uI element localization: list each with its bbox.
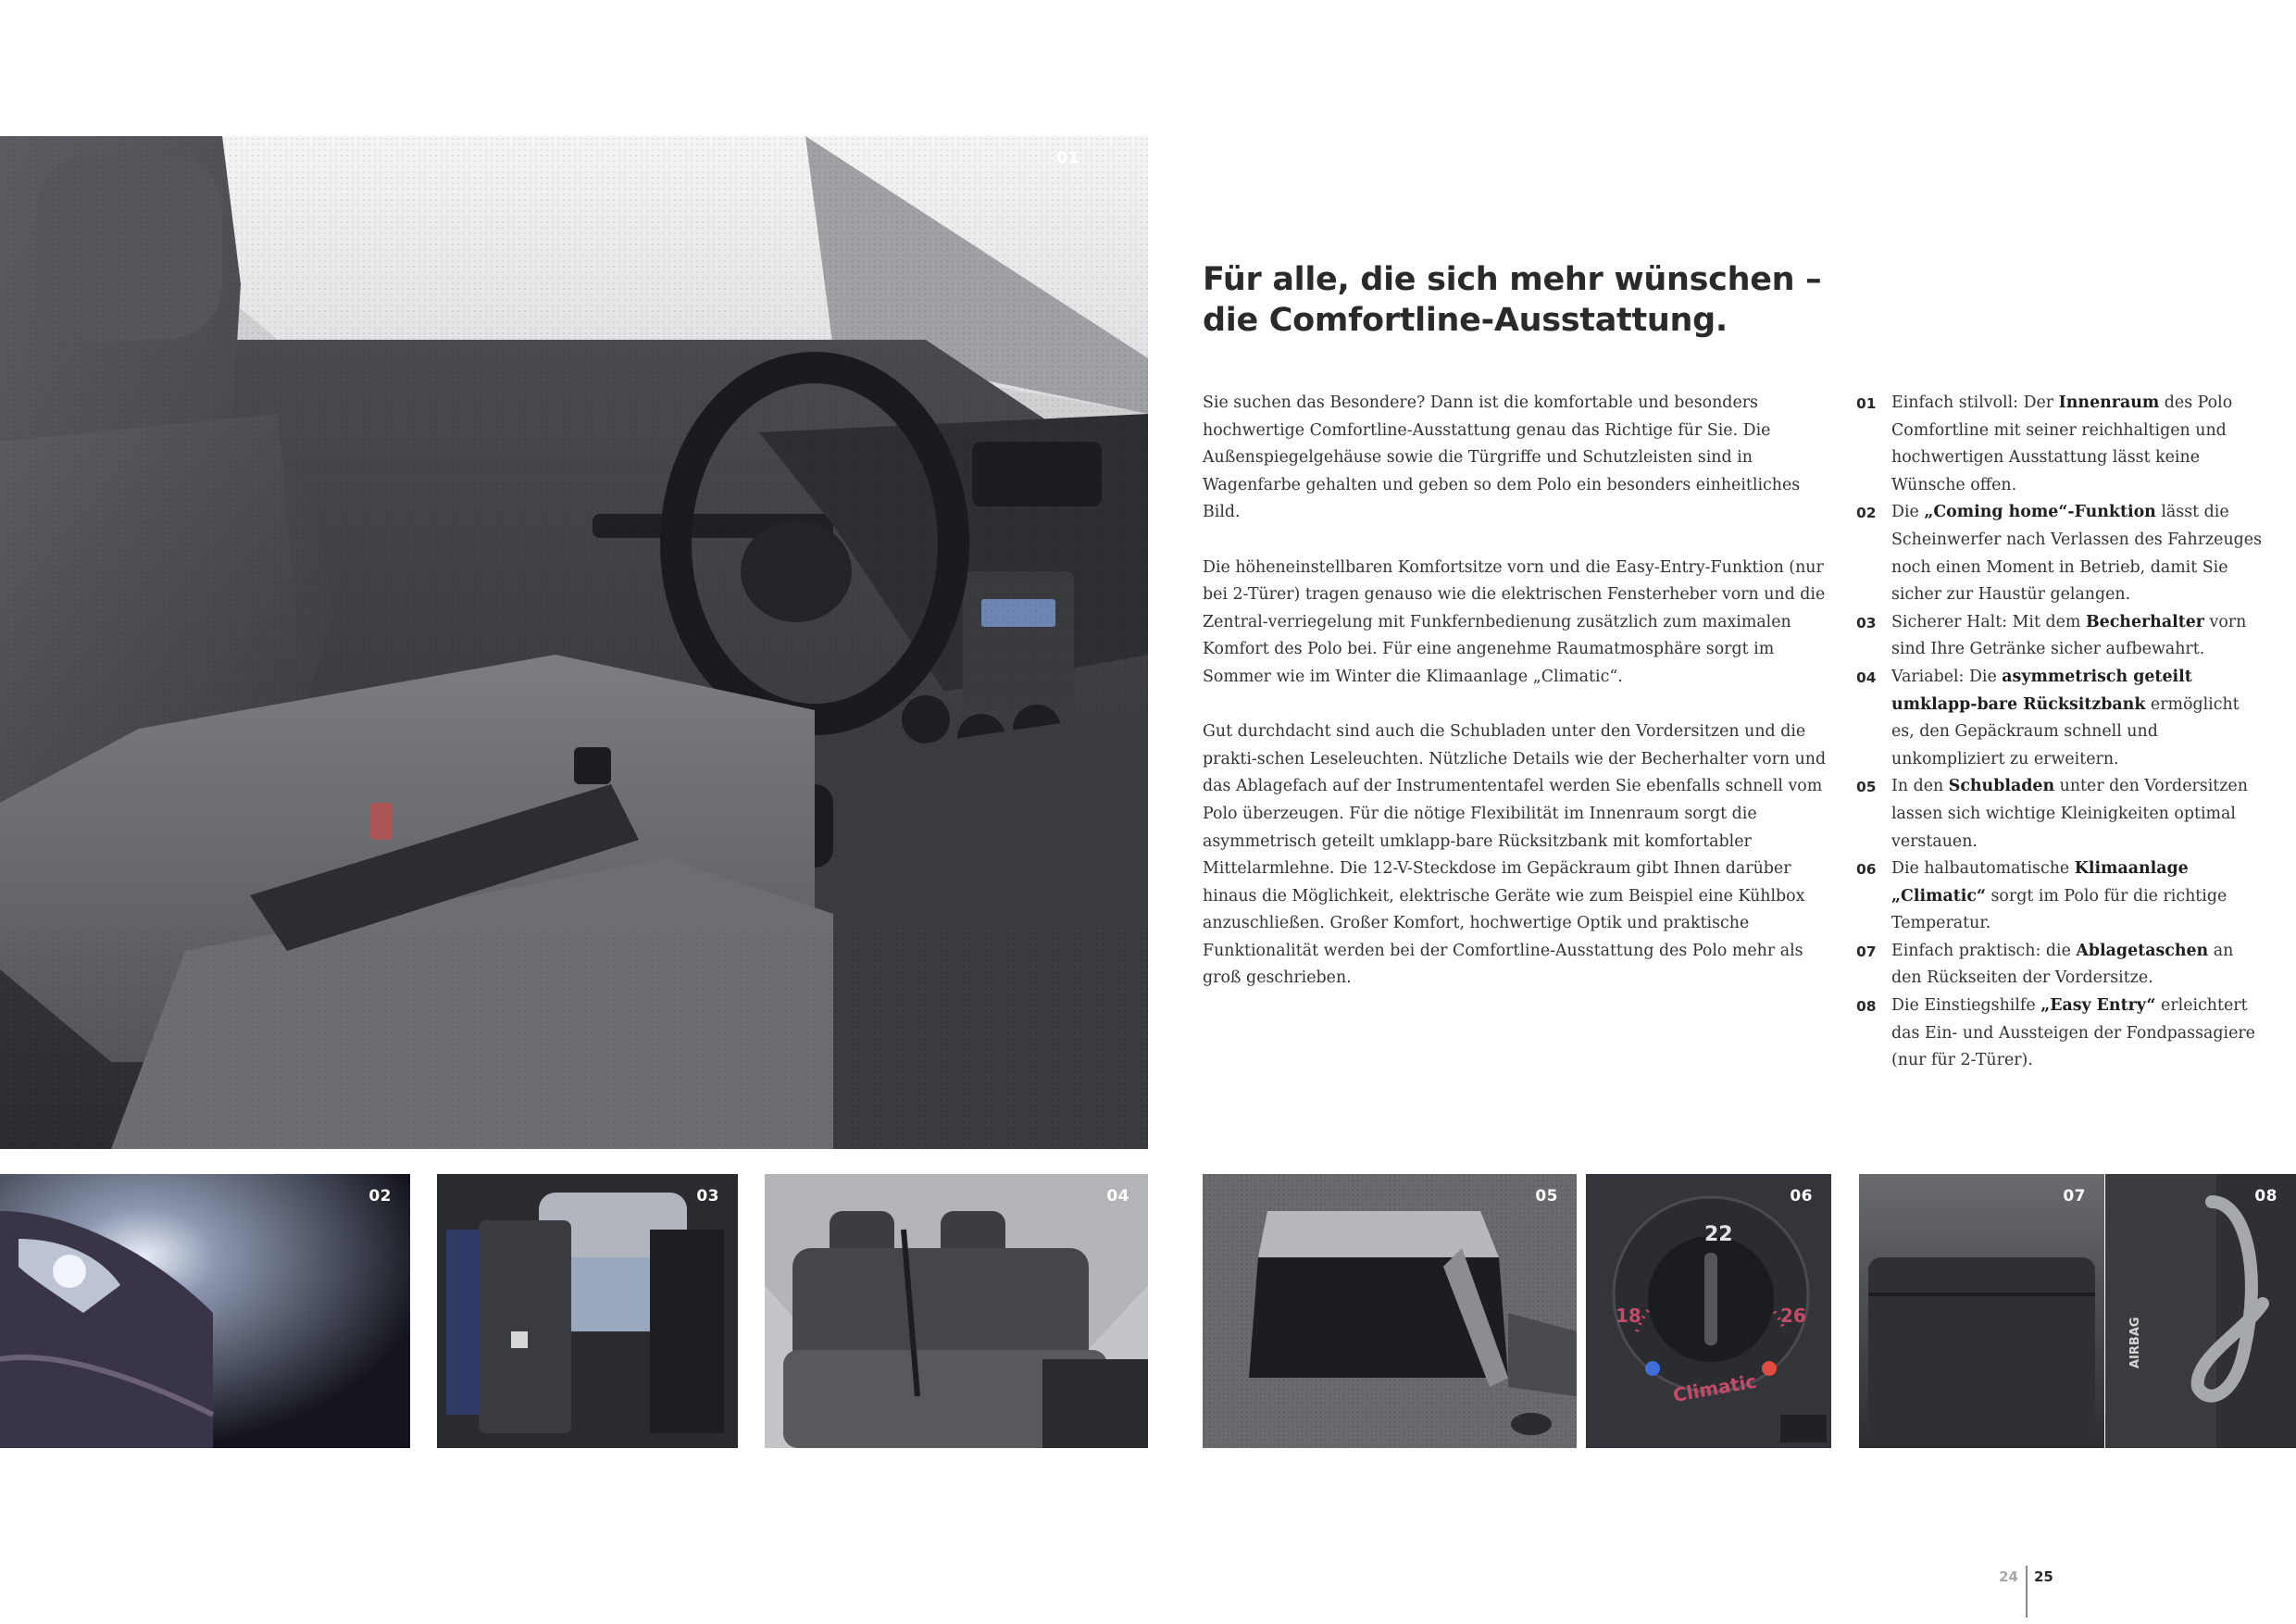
drawer-illustration [1203,1174,1577,1448]
photo-number-01: 01 [1056,149,1079,168]
thumb-photo-seat-pocket [1859,1174,2104,1448]
feature-item [1856,609,2264,664]
thumb-photo-rear-seat [765,1174,1148,1448]
feature-text: Einfach praktisch: die Ablagetaschen an den Rückseiten der Vordersitze. [1891,941,2234,988]
feature-item [1856,938,2264,993]
photo-number-07: 07 [2063,1187,2086,1206]
body-text-column [1203,390,1841,1020]
dial-temp-high: 26 [1780,1305,1806,1327]
airbag-label: AIRBAG [2128,1317,2142,1368]
dial-temp-low: 18 [1616,1305,1641,1327]
body-paragraph: Die höheneinstellbaren Komfortsitze vorn und die Easy-Entry-Funktion (nur bei 2-Türer) tragen genauso wie die elektrischen Fensterheber vorn und die Zentral-verriegelung mit Funkfernbedienung zusätzlich zum maximalen Komfort des Polo bei. Für eine angenehme Raumatmosphäre sorgt im Sommer wie im Winter die Klimaanlage „Climatic“. [1203,557,1826,686]
headline-line-2: die Comfortline-Ausstattung. [1203,302,1728,339]
feature-text: Variabel: Die asymmetrisch geteilt umklapp-bare Rücksitzbank ermöglicht es, den Gepäckraum schnell und unkompliziert zu erweitern. [1891,667,2240,768]
photo-number-08: 08 [2254,1187,2277,1206]
photo-number-03: 03 [696,1187,719,1206]
feature-number: 06 [1856,861,1877,879]
feature-item [1856,993,2264,1075]
feature-item [1856,664,2264,773]
photo-number-02: 02 [368,1187,392,1206]
thumb-photo-drawer [1203,1174,1577,1448]
feature-item [1856,773,2264,856]
hero-photo-interior [0,136,1148,1149]
feature-number: 01 [1856,395,1877,412]
easy-entry-illustration [2105,1174,2296,1448]
thumb-photo-climatic [1586,1174,1831,1448]
feature-text: Sicherer Halt: Mit dem Becherhalter vorn sind Ihre Getränke sicher aufbewahrt. [1891,612,2247,659]
feature-item [1856,390,2264,499]
feature-number: 08 [1856,998,1877,1016]
feature-text: Die „Coming home“-Funktion lässt die Scheinwerfer nach Verlassen des Fahrzeuges noch einen Moment in Betrieb, damit Sie sicher zur Haustür gelangen. [1891,503,2263,605]
photo-number-06: 06 [1790,1187,1813,1206]
feature-number: 04 [1856,668,1877,686]
photo-number-04: 04 [1106,1187,1129,1206]
thumb-photo-easy-entry [2105,1174,2296,1448]
feature-item [1856,499,2264,608]
feature-number: 07 [1856,943,1877,960]
feature-list [1856,390,2264,1075]
feature-item [1856,856,2264,938]
rear-seat-illustration [765,1174,1148,1448]
cupholder-illustration [437,1174,738,1448]
body-paragraph: Gut durchdacht sind auch die Schubladen unter den Vordersitzen und die prakti-schen Leseleuchten. Nützliche Details wie der Becherhalter vorn und das Ablagefach auf der Instrumententafel werden Sie ebenfalls schnell vom Polo überzeugen. Für die nötige Flexibilität im Innenraum sorgt die asymmetrisch geteilt umklapp-bare Rücksitzbank mit komfortabler Mittelarmlehne. Die 12-V-Steckdose im Gepäckraum gibt Ihnen darüber hinaus die Möglichkeit, elektrische Geräte wie zum Beispiel eine Kühlbox anzuschließen. Großer Komfort, hochwertige Optik und praktische Funktionalität werden bei der Comfortline-Ausstattung des Polo mehr als groß geschrieben. [1203,722,1827,988]
thumb-photo-cupholder [437,1174,738,1448]
photo-number-05: 05 [1535,1187,1558,1206]
feature-number: 05 [1856,779,1877,796]
page-number-right: 25 [2034,1568,2053,1585]
page-headline [1203,259,2036,341]
feature-text: Einfach stilvoll: Der Innenraum des Polo Comfortline mit seiner reichhaltigen und hochwertigen Ausstattung lässt keine Wünsche offen. [1891,394,2233,494]
seat-pocket-illustration [1859,1174,2104,1448]
feature-text: Die Einstiegshilfe „Easy Entry“ erleichtert das Ein- und Aussteigen der Fondpassagiere (nur für 2-Türer). [1891,996,2255,1070]
dial-brand: Climatic [1671,1369,1759,1407]
page-number-left: 24 [1999,1568,2018,1585]
headline-line-1: Für alle, die sich mehr wünschen – [1203,261,1822,298]
feature-text: Die halbautomatische Klimaanlage „Climatic“ sorgt im Polo für die richtige Temperatur. [1891,859,2227,933]
feature-number: 03 [1856,614,1877,631]
thumb-photo-headlight [0,1174,410,1448]
interior-illustration [0,136,1148,1149]
feature-text: In den Schubladen unter den Vordersitzen lassen sich wichtige Kleinigkeiten optimal verstauen. [1891,777,2248,851]
headlight-illustration [0,1174,410,1448]
folio-divider [2026,1566,2028,1618]
dial-temp-mid: 22 [1704,1223,1733,1246]
climatic-dial-illustration [1586,1174,1831,1448]
feature-number: 02 [1856,505,1877,522]
body-paragraph: Sie suchen das Besondere? Dann ist die komfortable und besonders hochwertige Comfortline-Ausstattung genau das Richtige für Sie. Die Außenspiegelgehäuse sowie die Türgriffe und Schutzleisten sind in Wagenfarbe gehalten und geben so dem Polo ein besonders einheitliches Bild. [1203,394,1801,522]
